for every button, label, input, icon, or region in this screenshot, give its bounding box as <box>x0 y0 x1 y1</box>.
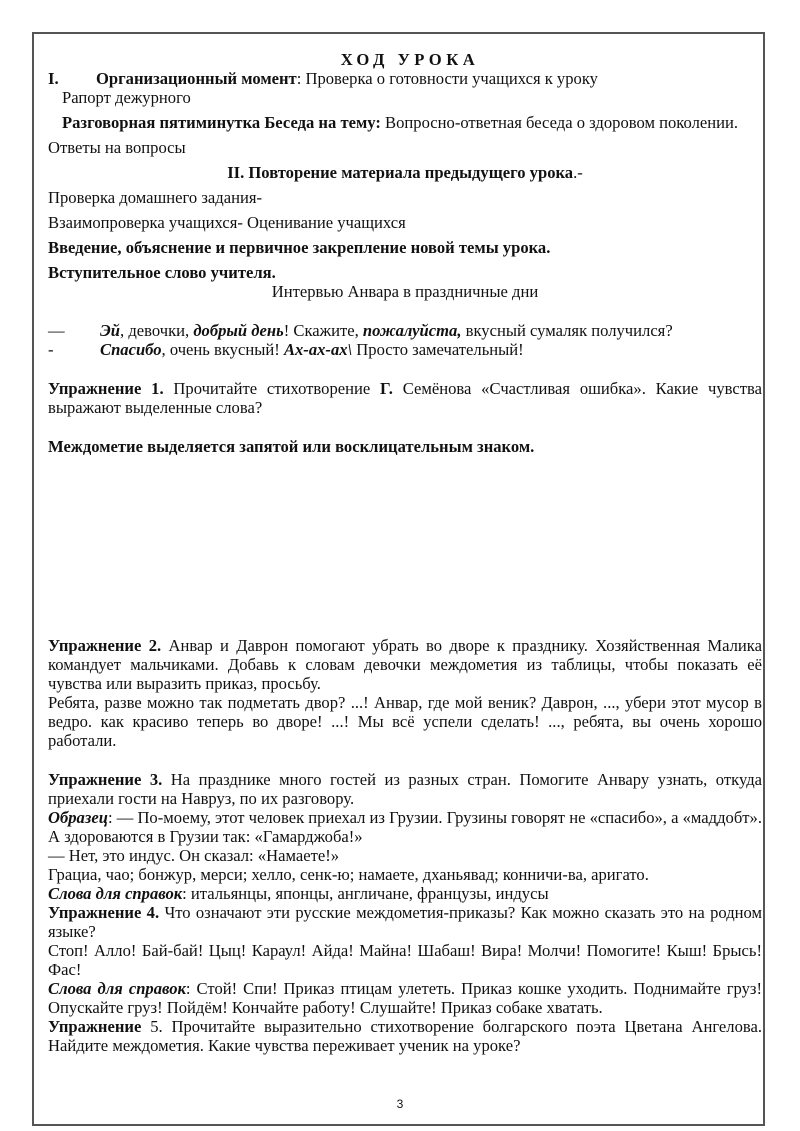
answers-line: Ответы на вопросы <box>48 138 186 157</box>
conversation-paragraph <box>48 113 762 132</box>
dialogue-text: вкусный сумаляк получился? <box>461 321 673 340</box>
section-review <box>48 163 762 182</box>
document-body <box>48 48 762 1055</box>
exercise-label: Упражнение 1. <box>48 379 164 398</box>
section-label: Организационный момент <box>96 69 297 88</box>
author-initial: Г. <box>380 379 393 398</box>
lesson-title: ХОД УРОКА <box>340 50 480 69</box>
exercise-label: Упражнение <box>48 1017 142 1036</box>
exercise-3-greetings: Грациа, чао; бонжур, мерси; хелло, сенк-ю; намаете, дханьявад; конничи-ва, аригато. <box>48 865 649 884</box>
interjection: добрый день <box>193 321 284 340</box>
dialogue-line <box>48 321 762 340</box>
exercise-text: Анвар и Даврон помогают убрать во дворе к празднику. Хозяйственная Малика командует мальчиками. Добавь к словам девочки междометия из таблицы, чтобы показать её чувства или выразить приказ, просьбу. <box>48 636 762 693</box>
exercise-text: 5. Прочитайте выразительно стихотворение болгарского поэта Цветана Ангелова. Найдите междометия. Какие чувства переживает ученик на уроке? <box>48 1017 762 1055</box>
sample-label: Образец <box>48 808 108 827</box>
dialogue-text: , девочки, <box>120 321 194 340</box>
dialogue-dash: — <box>48 321 65 340</box>
section-review-label: II. Повторение материала предыдущего урока <box>227 163 574 182</box>
exercise-label: Упражнение 4. <box>48 903 160 922</box>
exercise-text: Семёнова «Счастливая ошибка». Какие чувства выражают выделенные слова? <box>48 379 762 417</box>
duty-report: Рапорт дежурного <box>62 88 191 107</box>
reference-text: : Стой! Спи! Приказ птицам улететь. Приказ кошке уходить. Поднимайте груз! Опускайте груз! Пойдём! Кончайте работу! Слушайте! Приказ собаке хватать. <box>48 979 762 1017</box>
reference-text: : итальянцы, японцы, англичане, французы, индусы <box>182 884 549 903</box>
exercise-label: Упражнение 2. <box>48 636 162 655</box>
interview-title: Интервью Анвара в праздничные дни <box>271 282 539 301</box>
teacher-word-heading: Вступительное слово учителя. <box>48 263 276 282</box>
new-topic-heading: Введение, объяснение и первичное закрепление новой темы урока. <box>48 238 551 257</box>
page-number: 3 <box>396 1097 404 1111</box>
reference-label: Слова для справок <box>48 979 186 998</box>
interjection: Эй <box>100 321 121 340</box>
dialogue-dash: - <box>48 340 54 359</box>
exercise-text: Что означают эти русские междометия-приказы? Как можно сказать это на родном языке? <box>48 903 762 941</box>
interjection: Ах-ах-ах\ <box>283 340 353 359</box>
exercise-text: Прочитайте стихотворение <box>163 379 381 398</box>
section-organizational <box>48 69 762 88</box>
section-number: I. <box>48 69 59 88</box>
section-review-tail: .- <box>573 163 583 182</box>
exercise-3-reference <box>48 884 762 903</box>
conversation-label: Разговорная пятиминутка Беседа на тему: <box>62 113 381 132</box>
dialogue-text: Просто замечательный! <box>352 340 524 359</box>
dialogue-text: ! Скажите, <box>283 321 363 340</box>
exercise-3-line: — Нет, это индус. Он сказал: «Намаете!» <box>48 846 340 865</box>
section-text: : Проверка о готовности учащихся к уроку <box>296 69 598 88</box>
exercise-3 <box>48 770 762 808</box>
exercise-4-list: Стоп! Алло! Бай-бай! Цыц! Караул! Айда! Майна! Шабаш! Вира! Молчи! Помогите! Кыш! Брысь! Фас! <box>48 941 762 979</box>
dialogue-line <box>48 340 762 359</box>
blank-space <box>48 456 762 636</box>
dialogue-text: , очень вкусный! <box>161 340 284 359</box>
peer-review: Взаимопроверка учащихся- Оценивание учащихся <box>48 213 406 232</box>
exercise-label: Упражнение 3. <box>48 770 163 789</box>
interjection: Спасибо <box>100 340 162 359</box>
homework-check: Проверка домашнего задания- <box>48 188 262 207</box>
exercise-5 <box>48 1017 762 1055</box>
exercise-4-reference <box>48 979 762 1017</box>
exercise-3-sample <box>48 808 762 846</box>
exercise-2-text: Ребята, разве можно так подметать двор? ...! Анвар, где мой веник? Даврон, ..., убери этот мусор в ведро. как красиво теперь во дворе! ...! Мы всё успели сделать! ..., ребята, вы очень хорошо работали. <box>48 693 762 750</box>
reference-label: Слова для справок <box>48 884 183 903</box>
interjection-rule: Междометие выделяется запятой или восклицательным знаком. <box>48 437 535 456</box>
conversation-text: Вопросно-ответная беседа о здоровом поколении. <box>380 113 739 132</box>
exercise-1 <box>48 379 762 417</box>
exercise-2 <box>48 636 762 693</box>
exercise-text: На празднике много гостей из разных стран. Помогите Анвару узнать, откуда приехали гости на Навруз, по их разговору. <box>48 770 763 808</box>
exercise-4 <box>48 903 762 941</box>
interjection: пожалуйста, <box>362 321 462 340</box>
sample-text: : — По-моему, этот человек приехал из Грузии. Грузины говорят не «спасибо», а «маддобт». А здороваются в Грузии так: «Гамарджоба!» <box>48 808 762 846</box>
